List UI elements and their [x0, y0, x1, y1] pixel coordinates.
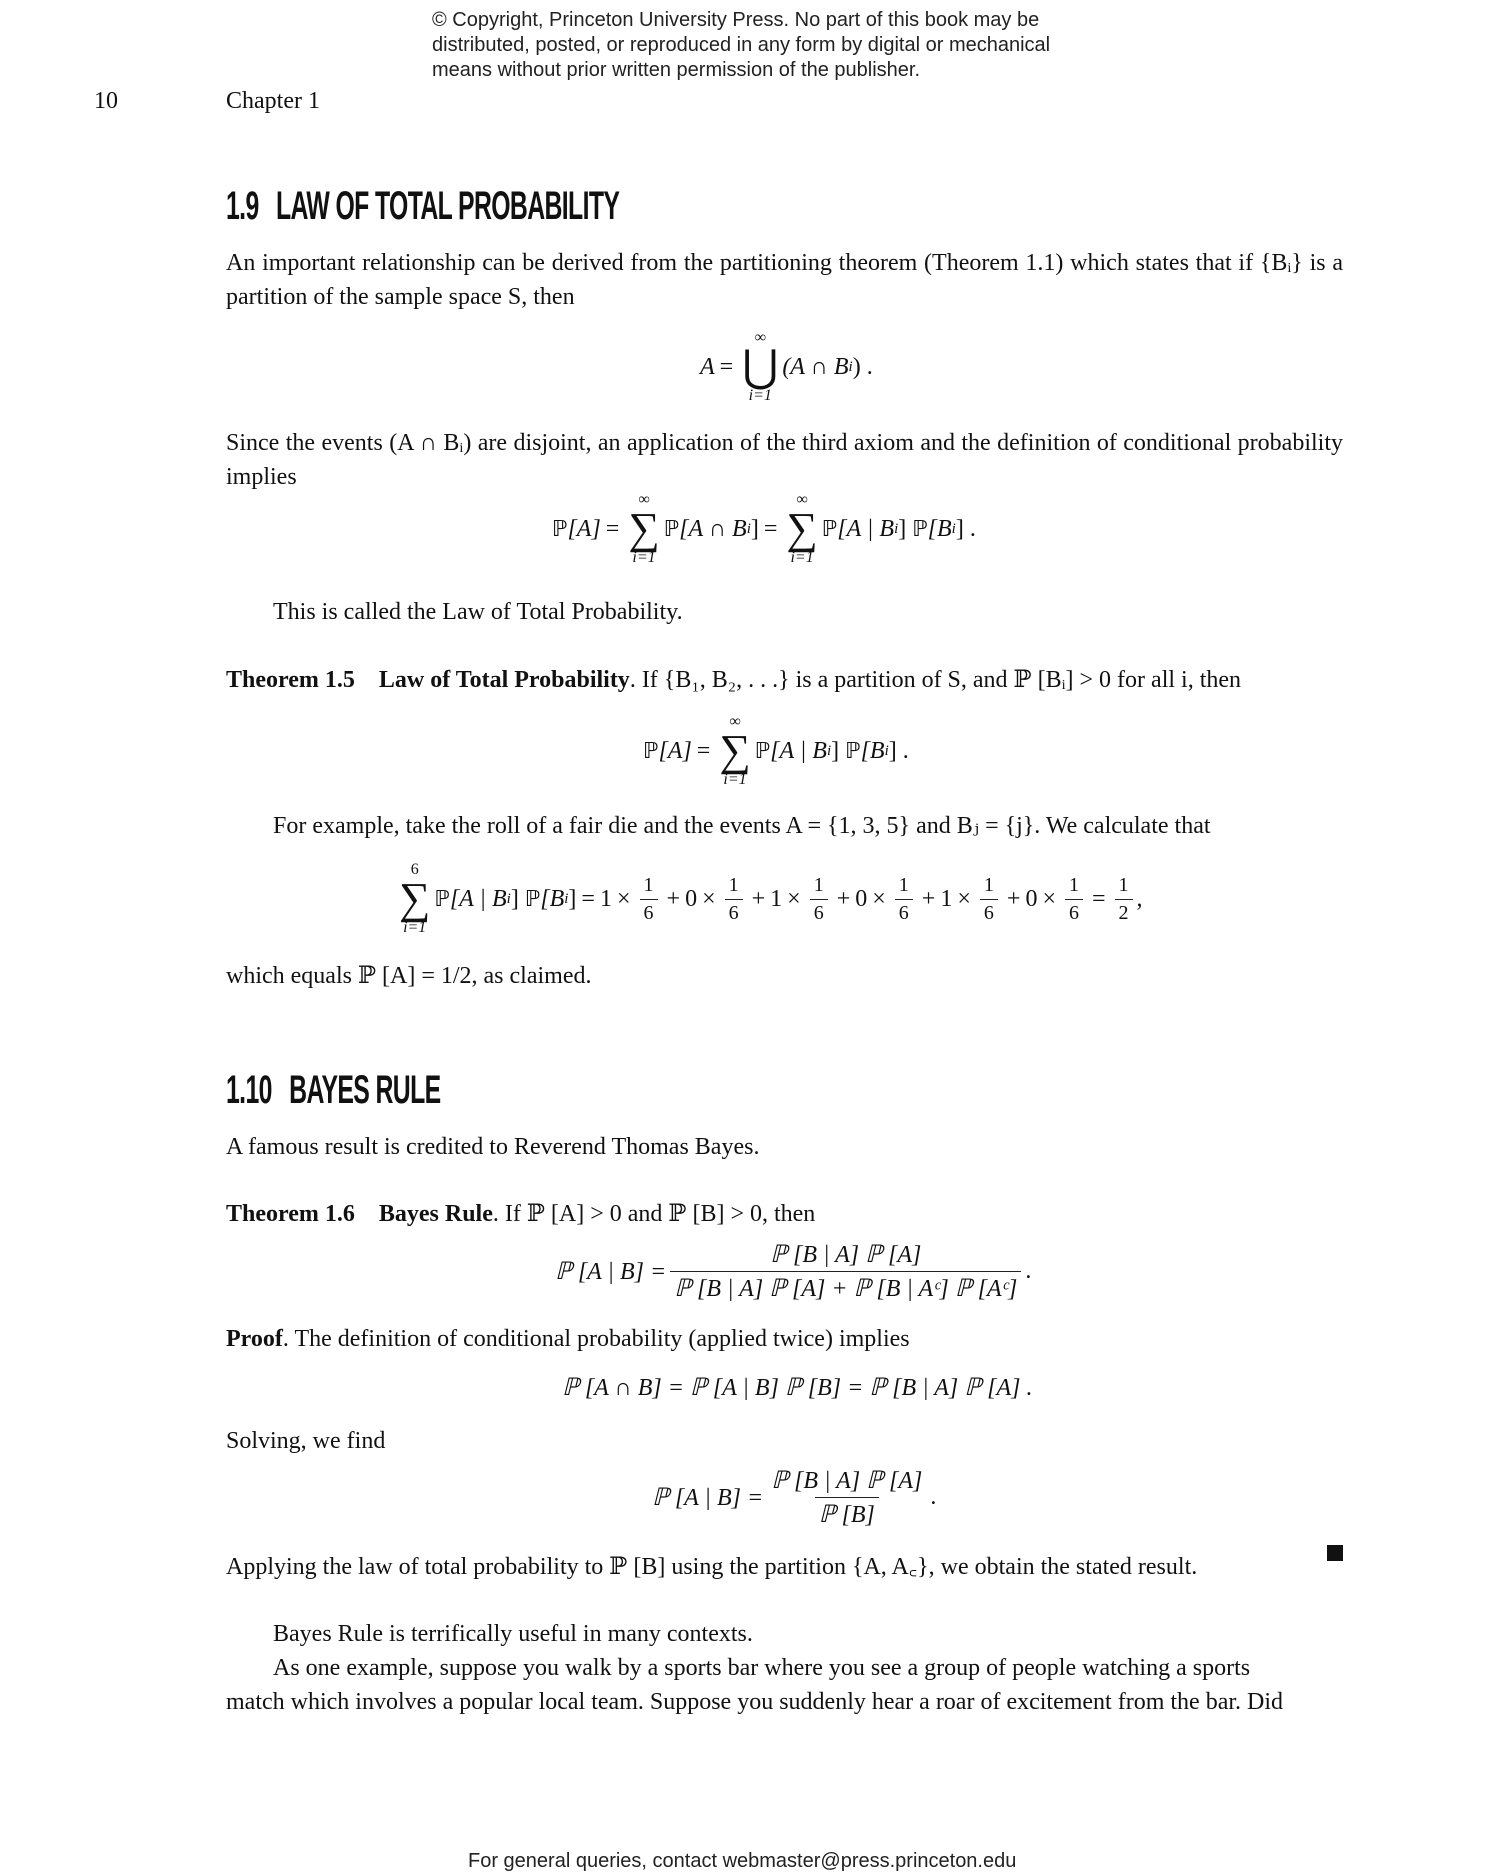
eq-lhs: ℙ [A | B] =	[652, 1485, 764, 1511]
numerator: 1	[728, 873, 739, 896]
term: [B	[927, 515, 952, 542]
eq-op: =	[719, 353, 734, 380]
prob-symbol: ℙ	[821, 516, 838, 542]
prob-symbol: ℙ	[524, 886, 541, 912]
paragraph-example: For example, take the roll of a fair die and the events A = {1, 3, 5} and Bⱼ = {j}. We calculate that	[273, 813, 1211, 839]
numerator: 1	[643, 873, 654, 896]
section-heading-1-10	[226, 1068, 441, 1113]
eq-tail: ) .	[852, 353, 873, 380]
paragraph-useful: Bayes Rule is terrifically useful in many contexts.	[273, 1621, 753, 1647]
paragraph-intro: An important relationship can be derived from the partitioning theorem (Theorem 1.1) which states that if {Bᵢ} is a partition of the sample space S, then	[226, 250, 1343, 310]
numerator: 1	[1118, 873, 1129, 896]
coefficient: 1	[599, 885, 612, 912]
equation-conditional: ℙ [A ∩ B] = ℙ [A | B] ℙ [B] = ℙ [B | A] ℙ [A] .	[562, 1375, 1033, 1401]
denominator: ℙ [B]	[815, 1497, 879, 1529]
denominator: 2	[1115, 899, 1133, 925]
subscript: i	[746, 520, 751, 537]
copyright-line: distributed, posted, or reproduced in any form by digital or mechanical	[432, 34, 1051, 56]
paragraph-bayes-intro: A famous result is credited to Reverend Thomas Bayes.	[226, 1134, 760, 1160]
big-sum	[628, 492, 659, 566]
term: [A ∩ B	[679, 515, 747, 542]
term: [B	[860, 737, 885, 764]
term: [A]	[658, 737, 692, 764]
equation-total-probability-derivation: ℙ [A] = ∞ ∑ i=1 ℙ [A ∩ B i ] = ∞ ∑ i=1 ℙ [A | B i ] ℙ [B i ] .	[552, 491, 976, 566]
subscript: i	[884, 742, 889, 759]
bracket: ]	[831, 737, 840, 764]
section-title: BAYES RULE	[289, 1068, 441, 1112]
subscript: i	[848, 358, 853, 375]
paragraph-sports-line-1: As one example, suppose you walk by a sports bar where you see a group of people watching a sports	[273, 1655, 1251, 1681]
section-title: LAW OF TOTAL PROBABILITY	[275, 184, 620, 228]
coefficient: 0	[1025, 885, 1038, 912]
qed-square-icon	[1327, 1545, 1343, 1561]
numerator: ℙ [B | A] ℙ [A]	[771, 1468, 923, 1494]
upper-limit: 6	[410, 861, 419, 878]
coefficient: 1	[940, 885, 953, 912]
theorem-1-5	[226, 663, 1343, 697]
paragraph-called: This is called the Law of Total Probability.	[273, 599, 683, 625]
sum-symbol: ∑	[628, 504, 660, 553]
term: [B	[540, 885, 565, 912]
upper-limit: ∞	[729, 713, 741, 730]
union-symbol: ⋃	[742, 342, 779, 391]
upper-limit: ∞	[638, 491, 650, 508]
prob-symbol: ℙ	[912, 516, 928, 542]
theorem-name: Law of Total Probability	[378, 667, 630, 693]
period: .	[902, 737, 909, 764]
equation-solved	[652, 1466, 936, 1529]
bracket: ]	[750, 515, 759, 542]
period: .	[930, 1484, 937, 1510]
subscript: i	[951, 520, 956, 537]
footer-contact: For general queries, contact webmaster@press.princeton.edu	[468, 1850, 1017, 1872]
coefficient: 1	[770, 885, 783, 912]
equation-theorem-1-5: ℙ [A] = ∞ ∑ i=1 ℙ [A | B i ] ℙ [B i ] .	[643, 713, 909, 788]
subscript: i	[826, 742, 832, 759]
theorem-label: Theorem 1.6	[226, 1201, 355, 1227]
denominator: ℙ [B | A] ℙ [A] + ℙ [B | Aᶜ] ℙ [Aᶜ]	[670, 1271, 1021, 1303]
big-union	[742, 330, 778, 404]
equation-bayes-rule	[555, 1240, 1031, 1303]
theorem-1-6	[226, 1197, 1343, 1231]
equation-union	[700, 330, 873, 404]
theorem-statement: . If ℙ [A] > 0 and ℙ [B] > 0, then	[492, 1201, 816, 1227]
operator: =	[1091, 885, 1106, 912]
subscript: i	[564, 890, 569, 907]
proof-label: Proof	[226, 1326, 283, 1352]
bracket: ]	[568, 885, 577, 912]
upper-limit: ∞	[796, 491, 808, 508]
big-sum	[786, 492, 817, 566]
paragraph-conclusion: which equals ℙ [A] = 1/2, as claimed.	[226, 963, 592, 989]
operator: +	[1006, 885, 1021, 912]
result-fraction	[1115, 874, 1133, 925]
copyright-line: © Copyright, Princeton University Press. No part of this book may be	[432, 9, 1040, 31]
subscript: i	[894, 520, 899, 537]
numerator: ℙ [B | A] ℙ [A]	[770, 1242, 922, 1268]
eq-lhs: A	[700, 353, 715, 380]
equation-die-example: 6 ∑ i=1 ℙ [A | B i ] ℙ [B i ] = 1 × $\frac{1}{6}$ + 0 × $\frac{1}{6}$ + 1 × $\frac{1}{6}$ + 0 × $\frac{1}{6}$ + 1 × $\frac{1}{6}$ + 0 × $\frac{1}{6}$ = $\frac{1}{2}$ ,	[399, 861, 1143, 936]
coefficient: 0	[855, 885, 868, 912]
eq-body: (A ∩ B	[782, 353, 849, 380]
term: [A | B	[770, 737, 827, 764]
fraction	[895, 874, 913, 925]
denominator: 6	[1065, 899, 1083, 925]
fraction	[670, 1240, 1021, 1303]
big-sum	[399, 862, 430, 936]
section-number: 1.10	[226, 1068, 272, 1112]
prob-symbol: ℙ	[663, 516, 680, 542]
sum-symbol: ∑	[786, 504, 818, 553]
numerator: 1	[983, 873, 994, 896]
paragraph-sports-line-2: match which involves a popular local team. Suppose you suddenly hear a roar of excitement from the bar. Did	[226, 1689, 1284, 1715]
fraction	[767, 1466, 926, 1529]
theorem-statement: . If {B₁, B₂, . . .} is a partition of S, and ℙ [Bᵢ] > 0 for all i, then	[629, 667, 1242, 693]
fraction	[640, 874, 658, 925]
prob-symbol: ℙ	[643, 738, 659, 764]
operator: +	[921, 885, 936, 912]
lower-limit: i=1	[790, 549, 814, 566]
paragraph-solving: Solving, we find	[226, 1428, 386, 1454]
numerator: 1	[1068, 873, 1079, 896]
denominator: 6	[980, 899, 998, 925]
bracket: ]	[955, 515, 964, 542]
period: .	[969, 515, 976, 542]
prob-symbol: ℙ	[754, 738, 771, 764]
operator: +	[751, 885, 766, 912]
theorem-name: Bayes Rule	[378, 1201, 493, 1227]
prob-symbol: ℙ	[552, 516, 568, 542]
prob-symbol: ℙ	[434, 886, 450, 912]
subscript: i	[506, 890, 511, 907]
fraction	[980, 874, 998, 925]
lower-limit: i=1	[723, 771, 747, 788]
paragraph-since: Since the events (A ∩ Bᵢ) are disjoint, an application of the third axiom and the definition of conditional probability implies	[226, 430, 1343, 490]
denominator: 6	[725, 899, 743, 925]
big-sum	[719, 714, 750, 788]
denominator: 6	[895, 899, 913, 925]
coefficient: 0	[685, 885, 698, 912]
lower-limit: i=1	[748, 387, 772, 404]
bracket: ]	[888, 737, 897, 764]
lower-limit: i=1	[632, 549, 656, 566]
period: .	[1025, 1258, 1032, 1284]
fraction	[725, 874, 743, 925]
fraction	[810, 874, 828, 925]
numerator: 1	[898, 873, 909, 896]
fraction	[1065, 874, 1083, 925]
sum-symbol: ∑	[399, 874, 431, 923]
prob-symbol: ℙ	[845, 738, 861, 764]
copyright-notice	[432, 8, 1050, 83]
copyright-line: means without prior written permission of the publisher.	[432, 59, 921, 81]
section-heading-1-9	[226, 184, 619, 229]
operator: +	[666, 885, 681, 912]
page-number: 10	[94, 88, 118, 114]
theorem-label: Theorem 1.5	[226, 667, 355, 693]
denominator: 6	[640, 899, 658, 925]
running-head: Chapter 1	[226, 88, 320, 114]
numerator: 1	[813, 873, 824, 896]
bracket: ]	[510, 885, 519, 912]
bracket: ]	[898, 515, 907, 542]
term: [A | B	[449, 885, 507, 912]
proof-text: . The definition of conditional probability (applied twice) implies	[282, 1326, 910, 1352]
paragraph-applying: Applying the law of total probability to ℙ [B] using the partition {A, A꜀}, we obtain the stated result.	[226, 1554, 1198, 1580]
sum-symbol: ∑	[719, 726, 751, 775]
eq-lhs: ℙ [A | B] =	[555, 1259, 667, 1285]
section-number: 1.9	[226, 184, 259, 228]
lower-limit: i=1	[403, 919, 427, 936]
term: [A]	[567, 515, 601, 542]
proof	[226, 1322, 1343, 1356]
denominator: 6	[810, 899, 828, 925]
upper-limit: ∞	[754, 329, 766, 346]
term: [A | B	[837, 515, 895, 542]
operator: +	[836, 885, 851, 912]
